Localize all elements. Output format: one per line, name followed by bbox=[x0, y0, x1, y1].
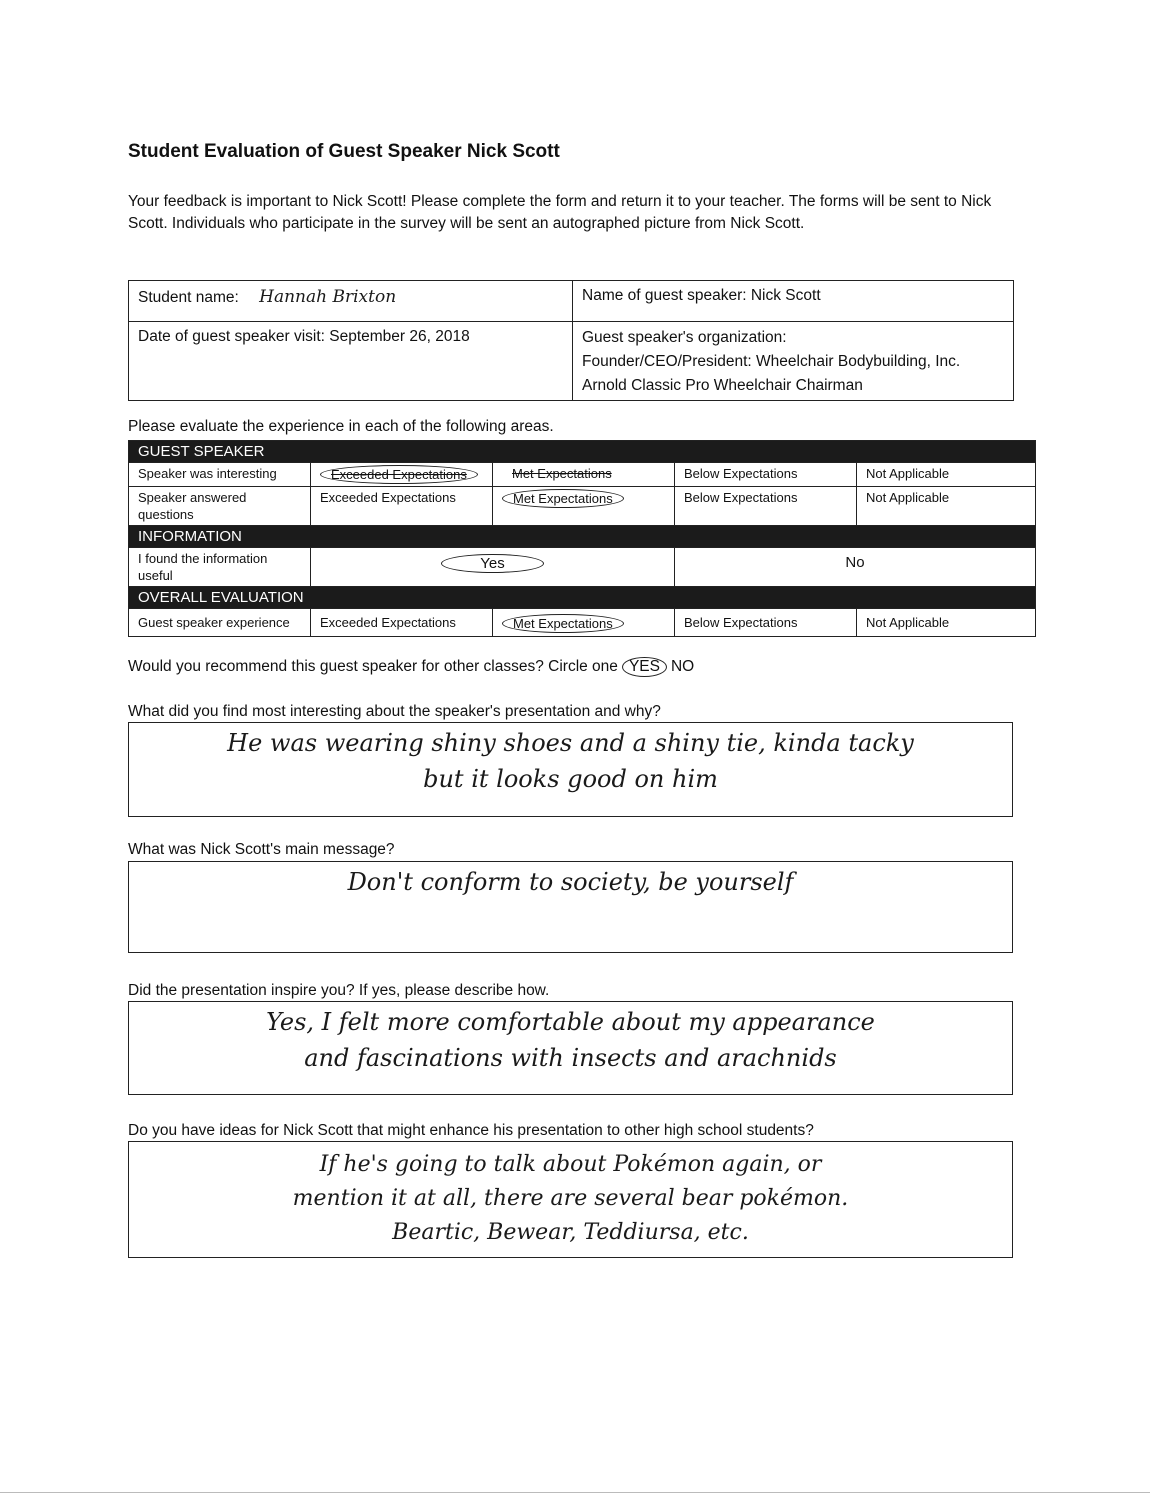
row-speaker-experience-label: Guest speaker experience bbox=[129, 609, 311, 637]
option-exceeded-expectations[interactable]: Exceeded Expectations bbox=[311, 463, 493, 487]
answer-4-line-3: Beartic, Bewear, Teddiursa, etc. bbox=[392, 1220, 749, 1245]
option-met-expectations[interactable]: Met Expectations bbox=[493, 609, 675, 637]
answer-box-1[interactable] bbox=[128, 722, 1013, 817]
form-intro: Your feedback is important to Nick Scott! Please complete the form and return it to your teacher. The forms will be sent to Nick Scott. Individuals who participate in the survey will be sent an autographed picture from Nick Scott. bbox=[128, 193, 992, 232]
option-no[interactable]: No bbox=[675, 548, 1036, 587]
option-below-expectations[interactable]: Below Expectations bbox=[675, 463, 857, 487]
question-4-text: Do you have ideas for Nick Scott that might enhance his presentation to other high school students? bbox=[128, 1122, 814, 1139]
option-not-applicable[interactable]: Not Applicable bbox=[857, 609, 1036, 637]
option-below-expectations[interactable]: Below Expectations bbox=[675, 609, 857, 637]
recommend-question-text: Would you recommend this guest speaker for other classes? Circle one bbox=[128, 658, 618, 675]
option-below-expectations[interactable]: Below Expectations bbox=[675, 487, 857, 526]
option-not-applicable[interactable]: Not Applicable bbox=[857, 463, 1036, 487]
answer-box-2[interactable] bbox=[128, 861, 1013, 953]
answer-1-line-1: He was wearing shiny shoes and a shiny tie, kinda tacky bbox=[227, 729, 914, 757]
answer-3-line-2: and fascinations with insects and arachnids bbox=[304, 1044, 837, 1072]
question-3-text: Did the presentation inspire you? If yes, please describe how. bbox=[128, 982, 550, 999]
evaluation-table bbox=[128, 440, 1036, 637]
option-met-expectations[interactable]: Met Expectations bbox=[493, 463, 675, 487]
answer-box-3[interactable] bbox=[128, 1001, 1013, 1095]
student-name-cell bbox=[129, 281, 573, 322]
answer-4-line-2: mention it at all, there are several bear pokémon. bbox=[292, 1186, 849, 1211]
speaker-name-cell bbox=[573, 281, 1014, 322]
section-overall-evaluation bbox=[129, 587, 1036, 609]
organization-label: Guest speaker's organization: bbox=[582, 329, 787, 346]
section-information bbox=[129, 526, 1036, 548]
row-information-useful-label: I found the information useful bbox=[129, 548, 311, 587]
answer-4-line-1: If he's going to talk about Pokémon again, or bbox=[319, 1152, 822, 1177]
info-table bbox=[128, 280, 1014, 401]
section-guest-speaker bbox=[129, 441, 1036, 463]
visit-date-label: Date of guest speaker visit: September 26, 2018 bbox=[138, 328, 470, 345]
row-speaker-answered-label: Speaker answered questions bbox=[129, 487, 311, 526]
option-met-expectations[interactable]: Met Expectations bbox=[493, 487, 675, 526]
organization-line-2: Arnold Classic Pro Wheelchair Chairman bbox=[582, 377, 863, 394]
answer-3-line-1: Yes, I felt more comfortable about my appearance bbox=[266, 1008, 875, 1036]
organization-cell bbox=[573, 322, 1014, 401]
speaker-name-label: Name of guest speaker: Nick Scott bbox=[582, 287, 821, 304]
recommend-yes-option[interactable]: YES bbox=[622, 657, 667, 677]
question-2-text: What was Nick Scott's main message? bbox=[128, 841, 395, 858]
recommend-no-option[interactable]: NO bbox=[670, 658, 695, 675]
section-information-label: INFORMATION bbox=[129, 526, 1036, 548]
row-speaker-answered bbox=[129, 487, 1036, 526]
evaluation-instruction: Please evaluate the experience in each of the following areas. bbox=[128, 418, 554, 435]
row-speaker-experience bbox=[129, 609, 1036, 637]
option-yes[interactable]: Yes bbox=[311, 548, 675, 587]
row-speaker-interesting bbox=[129, 463, 1036, 487]
form-title: Student Evaluation of Guest Speaker Nick Scott bbox=[128, 141, 560, 162]
section-guest-speaker-label: GUEST SPEAKER bbox=[129, 441, 1036, 463]
recommend-question bbox=[128, 657, 694, 677]
option-exceeded-expectations[interactable]: Exceeded Expectations bbox=[311, 609, 493, 637]
scan-edge-line bbox=[0, 1492, 1150, 1493]
question-1-text: What did you find most interesting about the speaker's presentation and why? bbox=[128, 703, 661, 720]
option-exceeded-expectations[interactable]: Exceeded Expectations bbox=[311, 487, 493, 526]
answer-2-line-1: Don't conform to society, be yourself bbox=[347, 868, 794, 896]
row-information-useful bbox=[129, 548, 1036, 587]
answer-1-line-2: but it looks good on him bbox=[423, 765, 718, 793]
student-name-value: Hannah Brixton bbox=[259, 287, 397, 307]
visit-date-cell bbox=[129, 322, 573, 401]
organization-line-1: Founder/CEO/President: Wheelchair Bodybuilding, Inc. bbox=[582, 353, 961, 370]
row-speaker-interesting-label: Speaker was interesting bbox=[129, 463, 311, 487]
answer-box-4[interactable] bbox=[128, 1141, 1013, 1258]
option-not-applicable[interactable]: Not Applicable bbox=[857, 487, 1036, 526]
student-name-label: Student name: bbox=[138, 289, 239, 306]
section-overall-evaluation-label: OVERALL EVALUATION bbox=[129, 587, 1036, 609]
